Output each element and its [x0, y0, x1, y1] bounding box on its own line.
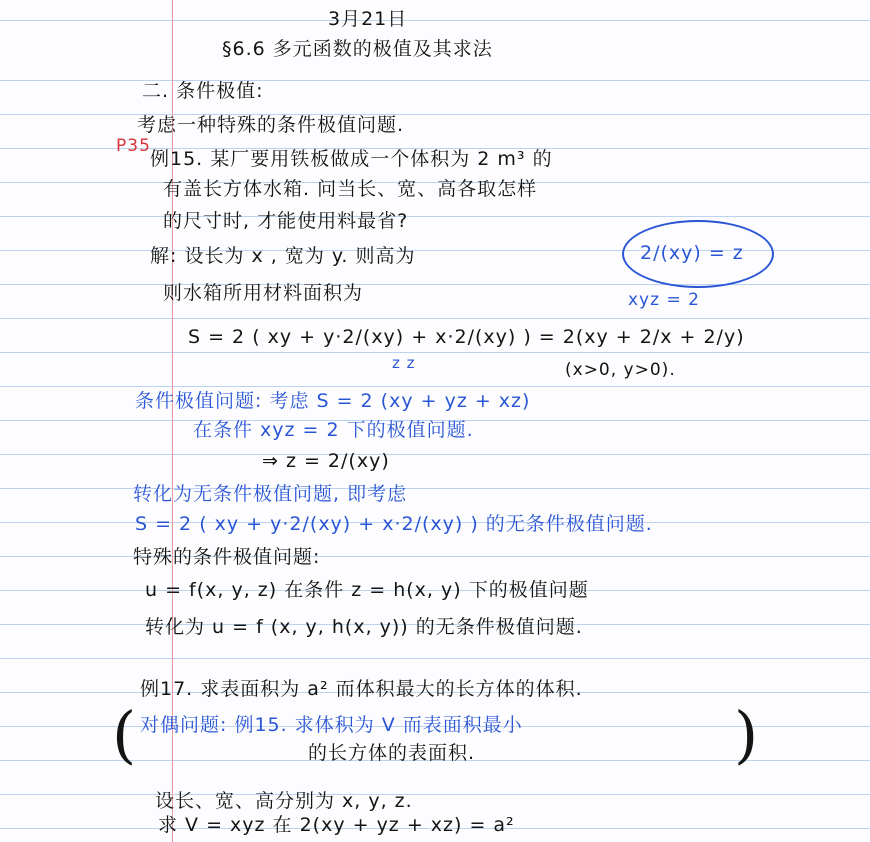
formula-s: S = 2 ( xy + y·2/(xy) + x·2/(xy) ) = 2(xy + 2/x + 2/y) — [188, 326, 745, 348]
page-ref: P35 — [116, 136, 151, 156]
example-15-line-3: 的尺寸时, 才能使用料最省? — [163, 210, 409, 232]
circled-expression: 2/(xy) = z — [640, 242, 744, 264]
example-15-line-1: 例15. 某厂要用铁板做成一个体积为 2 m³ 的 — [150, 148, 553, 170]
date: 3月21日 — [328, 8, 408, 30]
set-dimensions-line: 设长、宽、高分别为 x, y, z. — [155, 790, 413, 812]
implies-z: ⇒ z = 2/(xy) — [262, 450, 390, 472]
solution-line-2: 则水箱所用材料面积为 — [163, 282, 364, 304]
example-15-line-2: 有盖长方体水箱. 问当长、宽、高各取怎样 — [163, 178, 538, 200]
right-parenthesis: ) — [734, 698, 759, 771]
convert-line-2: S = 2 ( xy + y·2/(xy) + x·2/(xy) ) 的无条件极值问题. — [135, 513, 653, 535]
domain-note: (x>0, y>0). — [565, 360, 676, 380]
left-parenthesis: ( — [112, 698, 137, 771]
special-line-1: u = f(x, y, z) 在条件 z = h(x, y) 下的极值问题 — [145, 579, 589, 601]
section-title: §6.6 多元函数的极值及其求法 — [222, 38, 493, 60]
special-heading: 特殊的条件极值问题: — [133, 546, 321, 568]
heading-conditional-extremum: 二. 条件极值: — [142, 80, 264, 102]
dual-line-2: 的长方体的表面积. — [308, 742, 476, 764]
find-volume-line: 求 V = xyz 在 2(xy + yz + xz) = a² — [158, 814, 515, 836]
solution-line-1: 解: 设长为 x , 宽为 y. 则高为 — [150, 245, 416, 267]
convert-line-1: 转化为无条件极值问题, 即考虑 — [133, 483, 408, 505]
example-17: 例17. 求表面积为 a² 而体积最大的长方体的体积. — [140, 678, 583, 700]
dual-line-1 — [140, 716, 523, 735]
special-line-2: 转化为 u = f (x, y, h(x, y)) 的无条件极值问题. — [145, 616, 583, 638]
intro-line: 考虑一种特殊的条件极值问题. — [137, 114, 405, 136]
conditional-line-2: 在条件 xyz = 2 下的极值问题. — [193, 419, 474, 441]
z-marks: z z — [392, 354, 416, 372]
xyz-note: xyz = 2 — [628, 290, 700, 310]
dual-problem-label: 对偶问题: 例15. 求体积为 V 而表面积最小 — [140, 714, 523, 736]
conditional-line-1: 条件极值问题: 考虑 S = 2 (xy + yz + xz) — [135, 390, 531, 412]
